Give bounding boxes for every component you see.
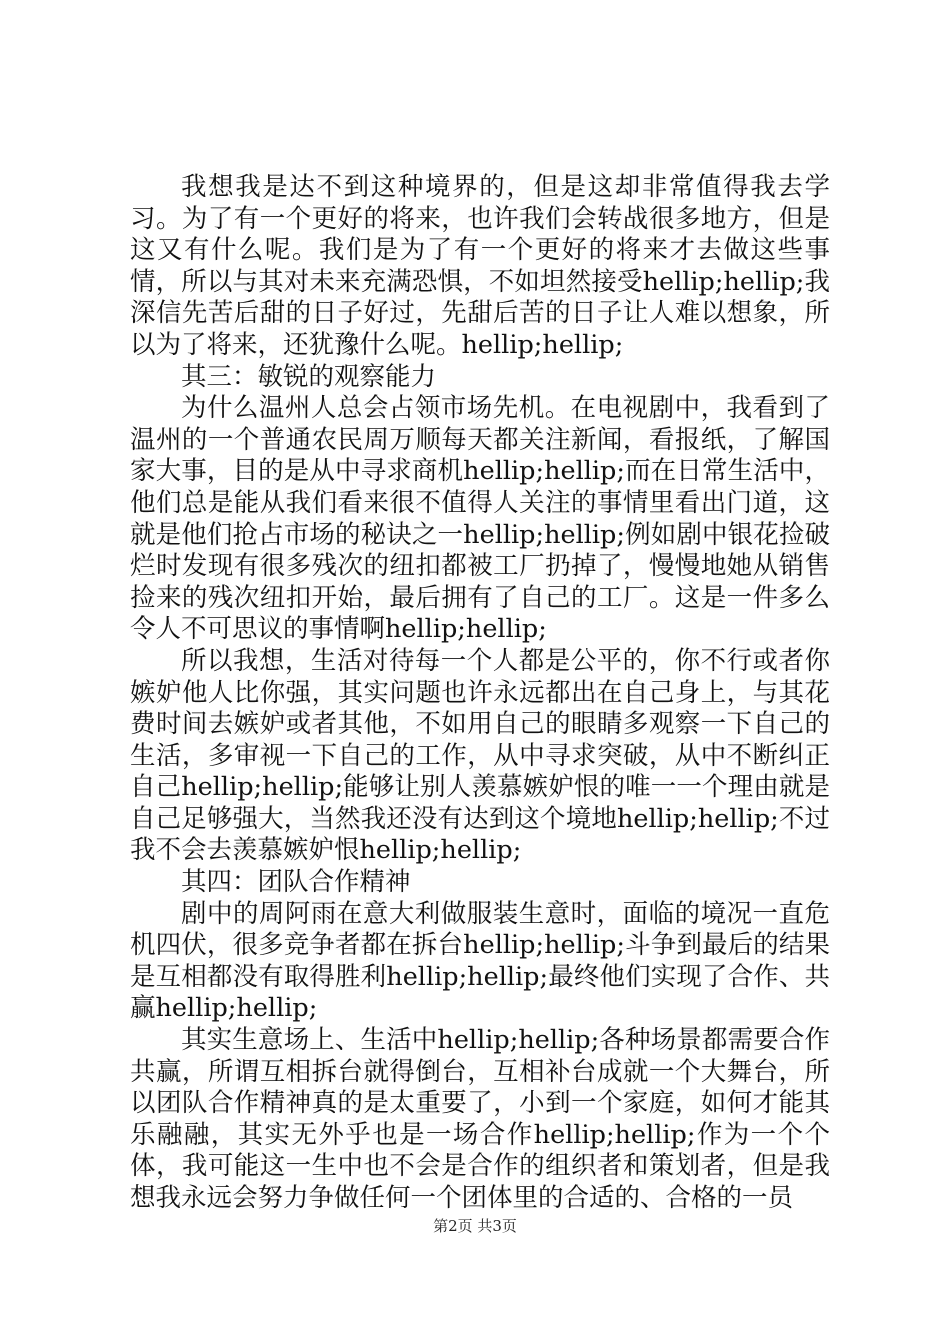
- paragraph: 为什么温州人总会占领市场先机。在电视剧中，我看到了温州的一个普通农民周万顺每天都关注新闻，看报纸，了解国家大事，目的是从中寻求商机hellip;hellip;而在日常生活中，他们总是能从我们看来很不值得人关注的事情里看出门道，这就是他们抢占市场的秘诀之一hellip;hellip;例如剧中银花捡破烂时发现有很多残次的纽扣都被工厂扔掉了，慢慢地她从销售捡来的残次纽扣开始，最后拥有了自己的工厂。这是一件多么令人不可思议的事情啊hellip;hellip;: [130, 393, 830, 645]
- paragraph: 剧中的周阿雨在意大利做服装生意时，面临的境况一直危机四伏，很多竞争者都在拆台hellip;hellip;斗争到最后的结果是互相都没有取得胜利hellip;hellip;最终他们实现了合作、共赢hellip;hellip;: [130, 898, 830, 1024]
- paragraph: 所以我想，生活对待每一个人都是公平的，你不行或者你嫉妒他人比你强，其实问题也许永远都出在自己身上，与其花费时间去嫉妒或者其他，不如用自己的眼睛多观察一下自己的生活，多审视一下自己的工作，从中寻求突破，从中不断纠正自己hellip;hellip;能够让别人羡慕嫉妒恨的唯一一个理由就是自己足够强大，当然我还没有达到这个境地hellip;hellip;不过我不会去羡慕嫉妒恨hellip;hellip;: [130, 645, 830, 866]
- document-body: [130, 172, 830, 1215]
- section-heading: 其三：敏锐的观察能力: [181, 361, 437, 392]
- page-footer: 第2页 共3页: [433, 1217, 517, 1235]
- paragraph: 我想我是达不到这种境界的，但是这却非常值得我去学习。为了有一个更好的将来，也许我们会转战很多地方，但是这又有什么呢。我们是为了有一个更好的将来才去做这些事情，所以与其对未来充满恐惧，不如坦然接受hellip;hellip;我深信先苦后甜的日子好过，先甜后苦的日子让人难以想象，所以为了将来，还犹豫什么呢。hellip;hellip;: [130, 172, 830, 360]
- paragraph: 其实生意场上、生活中hellip;hellip;各种场景都需要合作共赢，所谓互相拆台就得倒台，互相补台成就一个大舞台，所以团队合作精神真的是太重要了，小到一个家庭，如何才能其乐融融，其实无外乎也是一场合作hellip;hellip;作为一个个体，我可能这一生中也不会是合作的组织者和策划者，但是我想我永远会努力争做任何一个团体里的合适的、合格的一员: [130, 1025, 830, 1213]
- section-heading: 其四：团队合作精神: [181, 867, 411, 898]
